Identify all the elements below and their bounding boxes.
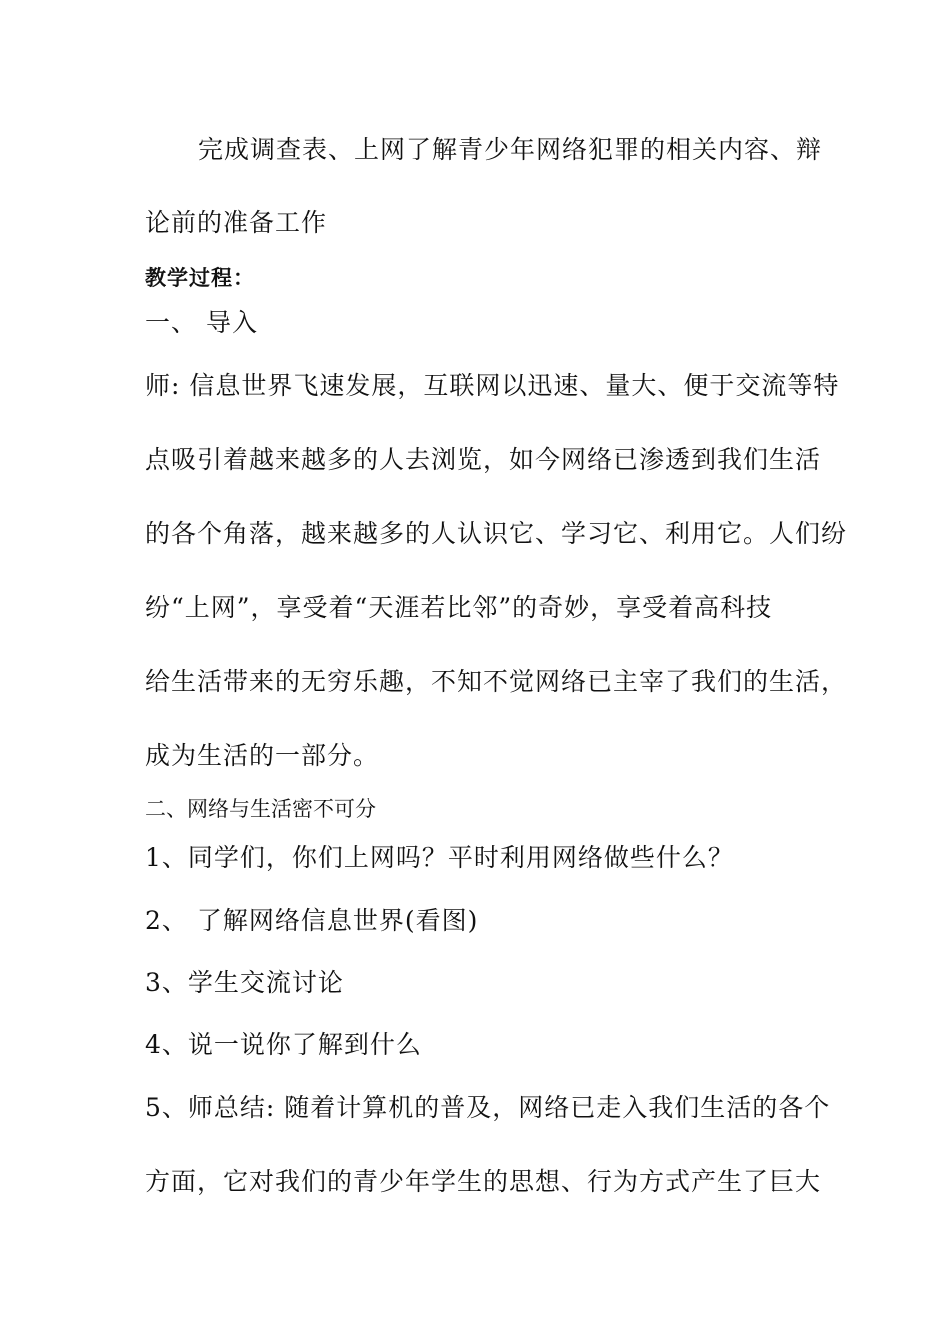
- teacher-paragraph-line: 的各个角落，越来越多的人认识它、学习它、利用它。人们纷: [145, 519, 848, 548]
- teacher-paragraph-line: 给生活带来的无穷乐趣，不知不觉网络已主宰了我们的生活，: [145, 667, 848, 696]
- list-item: 1、同学们，你们上网吗？平时利用网络做些什么？: [145, 843, 734, 872]
- section-1-title: 一、 导入: [145, 308, 258, 337]
- summary-paragraph-line: 方面，它对我们的青少年学生的思想、行为方式产生了巨大: [145, 1167, 822, 1196]
- teacher-paragraph-line: 纷“上网”，享受着“天涯若比邻”的奇妙，享受着高科技: [145, 593, 773, 622]
- summary-paragraph-line: 5、师总结: 随着计算机的普及，网络已走入我们生活的各个: [145, 1093, 831, 1122]
- teaching-process-heading: 教学过程：: [145, 265, 255, 290]
- section-2-title: 二、网络与生活密不可分: [145, 797, 376, 821]
- prep-text-line-2: 论前的准备工作: [145, 208, 328, 237]
- list-item: 2、 了解网络信息世界(看图): [145, 906, 479, 935]
- list-item: 4、说一说你了解到什么: [145, 1030, 422, 1059]
- teacher-paragraph-line: 点吸引着越来越多的人去浏览，如今网络已渗透到我们生活: [145, 445, 822, 474]
- teacher-paragraph-line: 师: 信息世界飞速发展，互联网以迅速、量大、便于交流等特: [145, 371, 840, 400]
- prep-text-line-1: 完成调查表、上网了解青少年网络犯罪的相关内容、辩: [198, 135, 823, 164]
- list-item: 3、学生交流讨论: [145, 968, 344, 997]
- teacher-paragraph-line: 成为生活的一部分。: [145, 741, 380, 770]
